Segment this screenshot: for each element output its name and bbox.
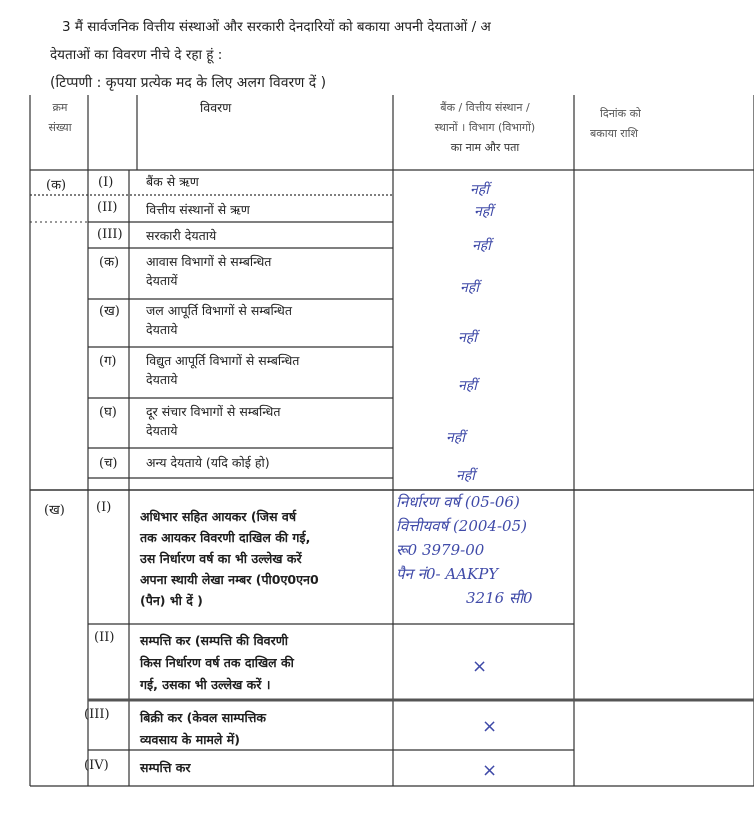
row-description: बैंक से ऋण <box>146 174 199 189</box>
handwritten-answer: नहीं <box>470 182 489 198</box>
intro-line-1: 3 मैं सार्वजनिक वित्तीय संस्थाओं और सरकारी देनदारियों को बकाया अपनी देयताओं / अ <box>62 19 491 35</box>
row-number: (घ) <box>99 405 117 420</box>
header-amount: दिनांक को बकाया राशि <box>590 107 641 140</box>
row-description: विद्युत आपूर्ति विभागों से सम्बन्धित देयताये <box>146 353 300 387</box>
row-description: सरकारी देयताये <box>146 228 217 243</box>
row-number: (III) <box>97 227 123 242</box>
header-particulars: विवरण <box>200 100 232 115</box>
row-number: (III) <box>84 707 110 722</box>
handwritten-answer: नहीं <box>458 330 477 346</box>
row-description: आवास विभागों से सम्बन्धित देयतायें <box>146 254 272 288</box>
row-description: अन्य देयताये (यदि कोई हो) <box>146 455 270 470</box>
row-description: बिक्री कर (केवल साम्पत्तिक व्यवसाय के मामले में) <box>140 710 266 747</box>
cross-mark: × <box>472 656 488 677</box>
handwritten-answer: नहीं <box>446 430 465 446</box>
row-description: सम्पत्ति कर (सम्पत्ति की विवरणी किस निर्धारण वर्ष तक दाखिल की गई, उसका भी उल्लेख करें । <box>140 633 294 692</box>
row-number: (च) <box>99 456 118 471</box>
header-serial: क्रम संख्या <box>48 101 72 134</box>
cross-mark: × <box>482 716 498 737</box>
row-number: (II) <box>97 200 118 215</box>
row-number: (IV) <box>84 758 109 773</box>
handwritten-answer: नहीं <box>460 280 479 296</box>
intro-line-2: देयताओं का विवरण नीचे दे रहा हूं : <box>50 47 223 63</box>
row-number: (ख) <box>99 304 120 319</box>
row-number: (II) <box>94 630 115 645</box>
handwritten-answer: नहीं <box>472 238 491 254</box>
header-bank: बैंक / वित्तीय संस्थान / स्थानों । विभाग (विभागों) का नाम और पता <box>434 101 536 154</box>
cross-mark: × <box>482 760 498 781</box>
group-label: (क) <box>46 178 67 193</box>
handwritten-answer: नहीं <box>474 204 493 220</box>
row-description: सम्पत्ति कर <box>140 760 191 775</box>
row-description: अधिभार सहित आयकर (जिस वर्ष तक आयकर विवरणी दाखिल की गई, उस निर्धारण वर्ष का भी उल्लेख करें अपना स्थायी लेखा नम्बर (पी0ए0एन0 (पैन) भी दें ) <box>140 509 319 608</box>
row-number: (I) <box>96 500 112 515</box>
row-number: (क) <box>99 255 120 270</box>
row-number: (ग) <box>99 354 117 369</box>
intro-note: (टिप्पणी : कृपया प्रत्येक मद के लिए अलग विवरण दें ) <box>50 75 327 91</box>
handwritten-answer: नहीं <box>458 378 477 394</box>
row-description: दूर संचार विभागों से सम्बन्धित देयताये <box>146 404 281 438</box>
handwritten-answer-income-tax: निर्धारण वर्ष (05-06) वित्तीयवर्ष (2004-05) रू0 3979-00 पैन नं0- AAKPY 3216 सी0 <box>396 493 533 607</box>
row-description: वित्तीय संस्थानों से ऋण <box>146 202 250 217</box>
group-label: (ख) <box>44 503 65 518</box>
row-number: (I) <box>98 175 114 190</box>
row-description: जल आपूर्ति विभागों से सम्बन्धित देयताये <box>146 303 292 337</box>
handwritten-answer: नहीं <box>456 468 475 484</box>
